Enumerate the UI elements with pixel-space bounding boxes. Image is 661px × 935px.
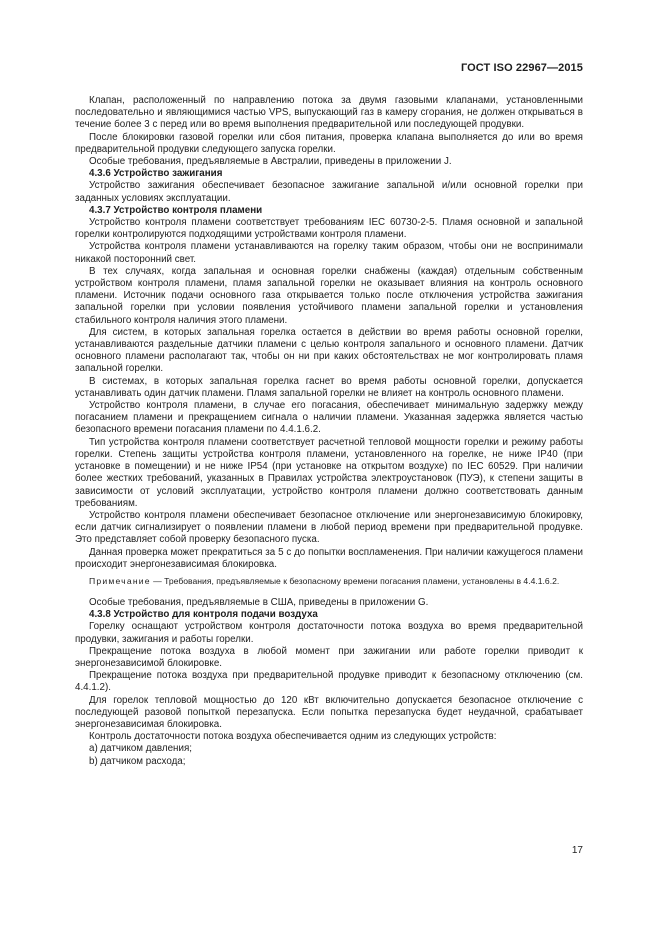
paragraph: Для систем, в которых запальная горелка остается в действии во время работы основной горелки, устанавливаются раздельные датчики пламени с целью контроля запального и основного пламени. Датчик основного пламени располагают так, чтобы он ни при каких обстоятельствах не мог контролировать пламя запальной горелки. xyxy=(75,326,583,375)
section-heading-4-3-7: 4.3.7 Устройство контроля пламени xyxy=(89,204,263,216)
paragraph: Особые требования, предъявляемые в Австралии, приведены в приложении J. xyxy=(89,156,452,168)
paragraph: В тех случаях, когда запальная и основная горелки снабжены (каждая) отдельным собственным устройством контроля пламени, пламя запальной горелки не оказывает влияния на контроль основного пламени. Источник подачи основного газа открывается только после отключения устройства зажигания запальной горелки при условии появления устойчивого пламени запальной горелки и установления стабильного контроля наличия этого пламени. xyxy=(75,265,583,326)
paragraph: Клапан, расположенный по направлению потока за двумя газовыми клапанами, установленными последовательно и являющимися частью VPS, выпускающий газ в камеру сгорания, не должен открываться в течение более 3 с перед или во время выполнения предварительной или последующей продувки. xyxy=(75,95,583,131)
paragraph: Устройство зажигания обеспечивает безопасное зажигание запальной и/или основной горелки при заданных условиях эксплуатации. xyxy=(75,180,583,204)
paragraph: Прекращение потока воздуха в любой момент при зажигании или работе горелки приводит к энергонезависимой блокировке. xyxy=(75,645,583,669)
paragraph: После блокировки газовой горелки или сбоя питания, проверка клапана выполняется до или во время предварительной продувки следующего запуска горелки. xyxy=(75,131,583,155)
paragraph: В системах, в которых запальная горелка гаснет во время работы основной горелки, допускается устанавливать один датчик пламени. Пламя запальной горелки не влияет на контроль основного пламени. xyxy=(75,375,583,399)
list-item: a) датчиком давления; xyxy=(89,743,192,755)
paragraph: Устройство контроля пламени обеспечивает безопасное отключение или энергонезависимую блокировку, если датчик сигнализирует о появлении пламени в любой период времени при предварительной продувке. Это представляет собой проверку безопасного пуска. xyxy=(75,509,583,546)
section-heading-4-3-6: 4.3.6 Устройство зажигания xyxy=(89,168,223,180)
paragraph: Горелку оснащают устройством контроля достаточности потока воздуха во время предварительной продувки, зажигания и работы горелки. xyxy=(75,621,583,645)
paragraph: Устройство контроля пламени, в случае его погасания, обеспечивает минимальную задержку между погасанием пламени и прекращением сигнала о наличии пламени. Указанная задержка является частью безопасного времени погасания пламени по 4.4.1.6.2. xyxy=(75,400,583,436)
note xyxy=(75,576,583,587)
paragraph: Устройства контроля пламени устанавливаются на горелку таким образом, чтобы они не воспринимали никакой посторонний свет. xyxy=(75,241,583,265)
paragraph: Устройство контроля пламени соответствует требованиям IEC 60730-2-5. Пламя основной и запальной горелки контролируются подходящими устройствами контроля пламени. xyxy=(75,217,583,241)
paragraph: Для горелок тепловой мощностью до 120 кВт включительно допускается безопасное отключение с последующей разовой попыткой перезапуска. Если попытка перезапуска будет неудачной, срабатывает энергонезависимая блокировка. xyxy=(75,694,583,730)
paragraph: Тип устройства контроля пламени соответствует расчетной тепловой мощности горелки и режиму работы горелки. Степень защиты устройства контроля пламени, установленного на горелке, не ниже IP40 (при установке в помещении) и не ниже IP54 (при установке на открытом воздухе) по IEC 60529. При наличии более жестких требований, указанных в Правилах устройства электроустановок (ПУЭ), к степени защиты в зависимости от условий эксплуатации, устройство контроля пламени должно соответствовать данным требованиям. xyxy=(75,436,583,509)
standard-header: ГОСТ ISO 22967—2015 xyxy=(460,62,583,74)
note-label: Примечание xyxy=(89,575,151,586)
page-number: 17 xyxy=(571,845,583,856)
document-body xyxy=(75,95,583,768)
paragraph: Данная проверка может прекратиться за 5 с до попытки воспламенения. При наличии кажущегося пламени происходит энергонезависимая блокировка. xyxy=(75,546,583,570)
section-heading-4-3-8: 4.3.8 Устройство для контроля подачи воздуха xyxy=(89,609,318,621)
paragraph: Контроль достаточности потока воздуха обеспечивается одним из следующих устройств: xyxy=(89,731,497,743)
paragraph: Прекращение потока воздуха при предварительной продувке приводит к безопасному отключению (см. 4.4.1.2). xyxy=(75,670,583,694)
note-text: — Требования, предъявляемые к безопасному времени погасания пламени, установлены в 4.4.1.6.2. xyxy=(150,575,560,586)
list-item: b) датчиком расхода; xyxy=(89,755,186,767)
paragraph: Особые требования, предъявляемые в США, приведены в приложении G. xyxy=(89,596,429,608)
